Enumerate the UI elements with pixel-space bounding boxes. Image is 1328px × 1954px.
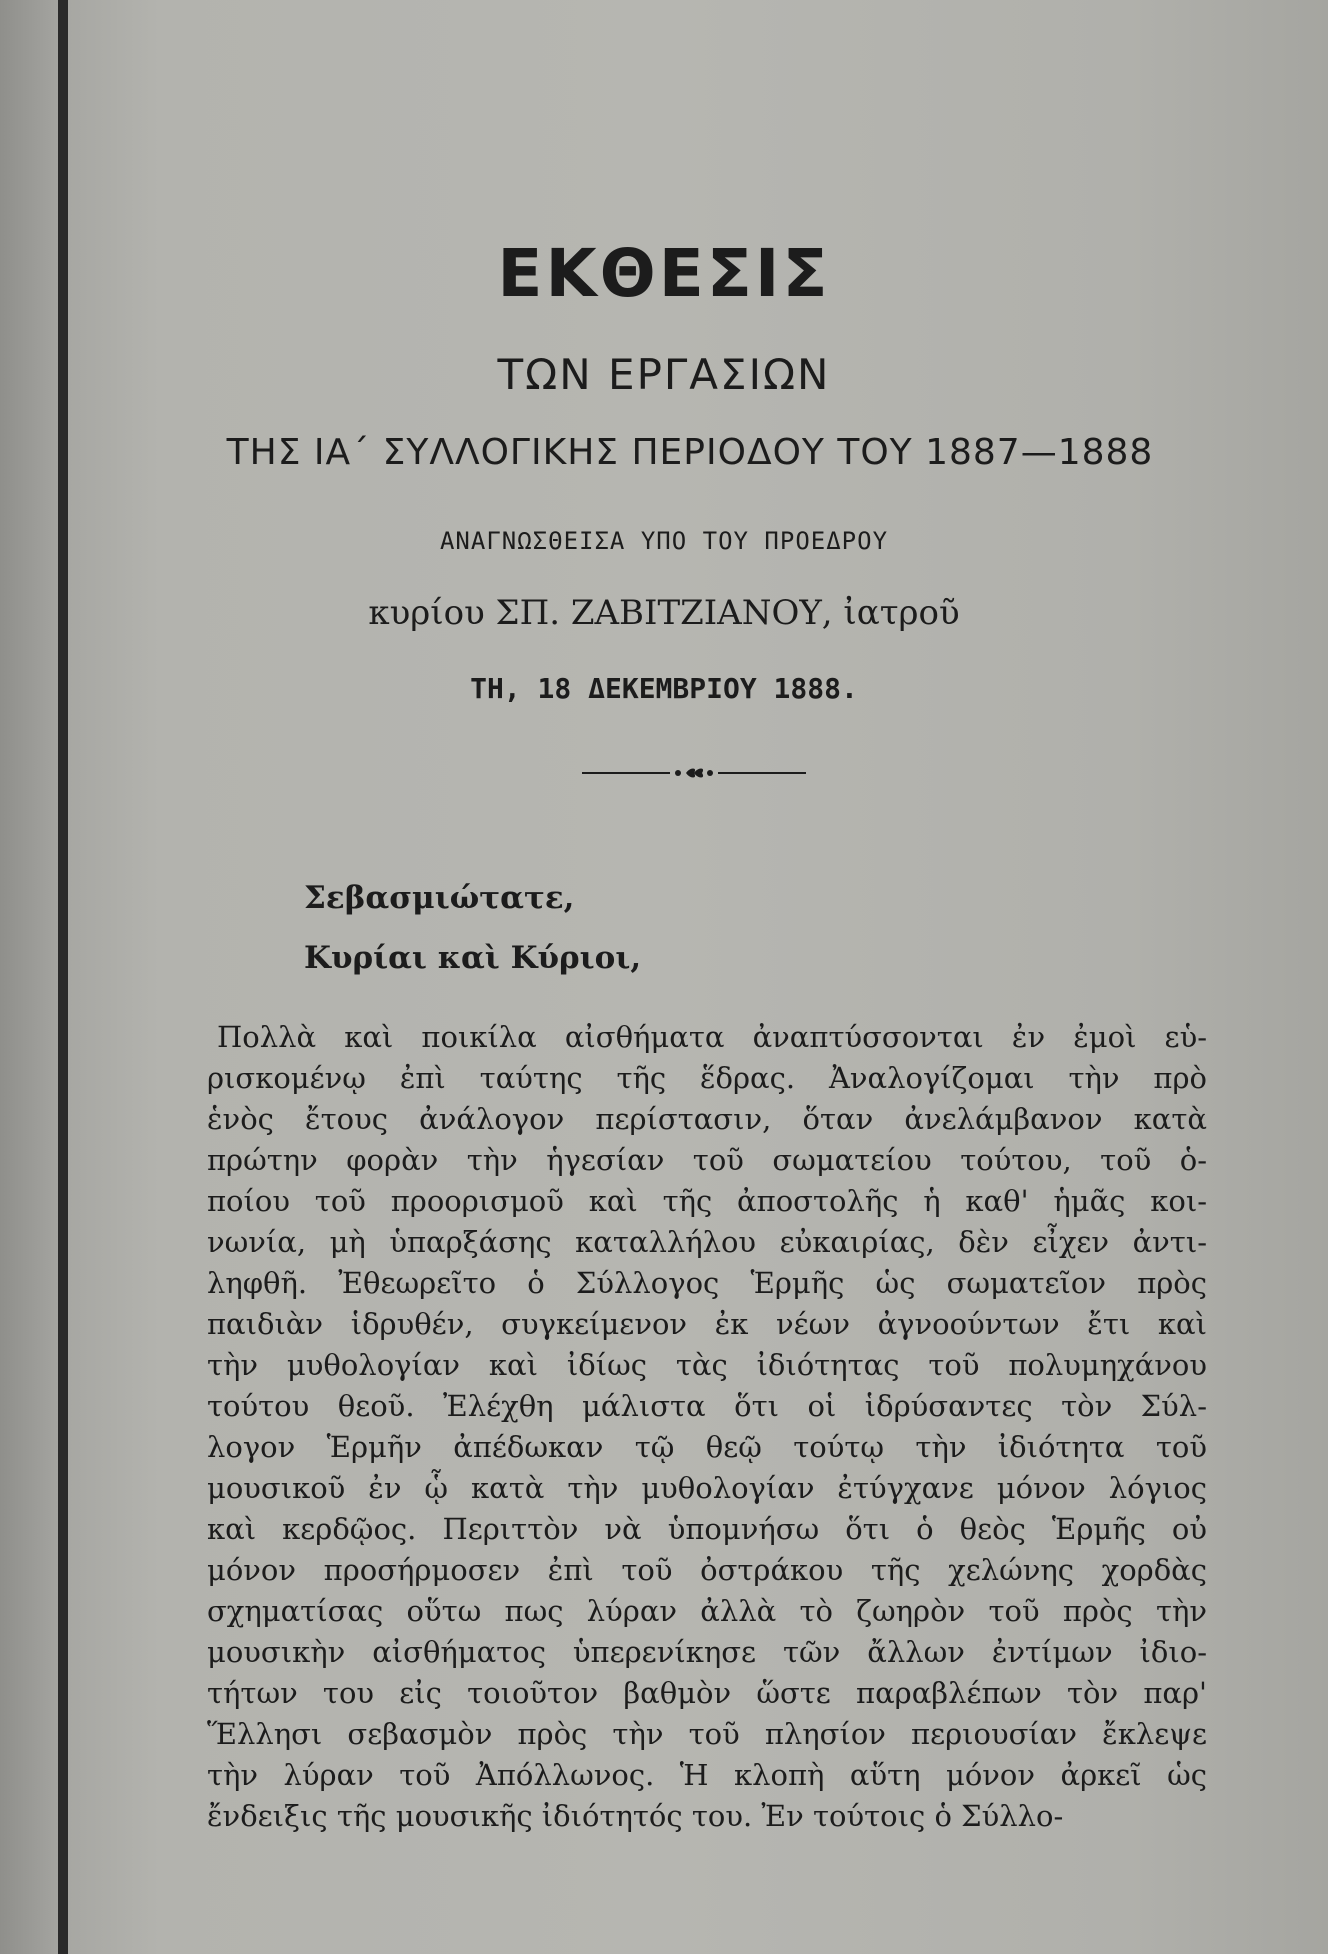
body-line: ἑνὸς ἔτους ἀνάλογον περίστασιν, ὅταν ἀνελάμβανον κατὰ [207, 1102, 1207, 1136]
body-line: λογον Ἑρμῆν ἀπέδωκαν τῷ θεῷ τούτῳ τὴν ἰδιότητα τοῦ [207, 1430, 1207, 1464]
body-line: τούτου θεοῦ. Ἐλέχθη μάλιστα ὅτι οἱ ἱδρύσαντες τὸν Σύλ- [207, 1389, 1207, 1423]
body-line: πρώτην φορὰν τὴν ἡγεσίαν τοῦ σωματείου τούτου, τοῦ ὁ- [207, 1143, 1207, 1177]
body-line: σχηματίσας οὕτω πως λύραν ἀλλὰ τὸ ζωηρὸν τοῦ πρὸς τὴν [207, 1594, 1207, 1628]
body-line: τὴν λύραν τοῦ Ἀπόλλωνος. Ἡ κλοπὴ αὕτη μόνον ἀρκεῖ ὡς [207, 1758, 1207, 1792]
body-line: ληφθῆ. Ἐθεωρεῖτο ὁ Σύλλογος Ἑρμῆς ὡς σωματεῖον πρὸς [207, 1266, 1207, 1300]
date-line: ΤΗ, 18 ΔΕΚΕΜΒΡΙΟΥ 1888. [470, 672, 858, 705]
salutation-line-2: Κυρίαι καὶ Κύριοι, [304, 940, 642, 976]
ornament-divider [582, 766, 806, 780]
body-line: καὶ κερδῷος. Περιττὸν νὰ ὑπομνήσω ὅτι ὁ θεὸς Ἑρμῆς οὐ [207, 1512, 1207, 1546]
body-line: μουσικὴν αἰσθήματος ὑπερενίκησε τῶν ἄλλων ἐντίμων ἰδιο- [207, 1635, 1207, 1669]
body-line: μόνον προσήρμοσεν ἐπὶ τοῦ ὀστράκου τῆς χελώνης χορδὰς [207, 1553, 1207, 1587]
body-line: ρισκομένῳ ἐπὶ ταύτης τῆς ἕδρας. Ἀναλογίζομαι τὴν πρὸ [207, 1061, 1207, 1095]
body-line: Πολλὰ καὶ ποικίλα αἰσθήματα ἀναπτύσσονται ἐν ἐμοὶ εὑ- [217, 1020, 1207, 1054]
body-line: μουσικοῦ ἐν ᾧ κατὰ τὴν μυθολογίαν ἐτύγχανε μόνον λόγιος [207, 1471, 1207, 1505]
document-title: ΕΚΘΕΣΙΣ [497, 235, 831, 312]
document-period: ΤΗΣ ΙΑ΄ ΣΥΛΛΟΓΙΚΗΣ ΠΕΡΙΟΔΟΥ ΤΟΥ 1887—1888 [226, 432, 1154, 473]
salutation-line-1: Σεβασμιώτατε, [304, 880, 575, 916]
speaker-line: κυρίου ΣΠ. ΖΑΒΙΤΖΙΑΝΟΥ, ἰατροῦ [368, 593, 960, 633]
body-line: τὴν μυθολογίαν καὶ ἰδίως τὰς ἰδιότητας τοῦ πολυμηχάνου [207, 1348, 1207, 1382]
document-subtitle: ΤΩΝ ΕΡΓΑΣΙΩΝ [497, 350, 831, 399]
read-by-line: ΑΝΑΓΝΩΣΘΕΙΣΑ ΥΠΟ ΤΟΥ ΠΡΟΕΔΡΟΥ [439, 527, 889, 555]
body-line: τήτων του εἰς τοιοῦτον βαθμὸν ὥστε παραβλέπων τὸν παρ' [207, 1676, 1207, 1710]
body-line: παιδιὰν ἱδρυθέν, συγκείμενον ἐκ νέων ἀγνοούντων ἔτι καὶ [207, 1307, 1207, 1341]
body-line: Ἕλλησι σεβασμὸν πρὸς τὴν τοῦ πλησίον περιουσίαν ἔκλεψε [207, 1717, 1207, 1751]
body-paragraph [207, 1020, 1207, 1840]
body-line: νωνία, μὴ ὑπαρξάσης καταλλήλου εὐκαιρίας, δὲν εἶχεν ἀντι- [207, 1225, 1207, 1259]
body-line: ἔνδειξις τῆς μουσικῆς ἰδιότητός του. Ἐν τούτοις ὁ Σύλλο- [207, 1799, 1064, 1833]
body-line: ποίου τοῦ προορισμοῦ καὶ τῆς ἀποστολῆς ἡ καθ' ἡμᾶς κοι- [207, 1184, 1207, 1218]
